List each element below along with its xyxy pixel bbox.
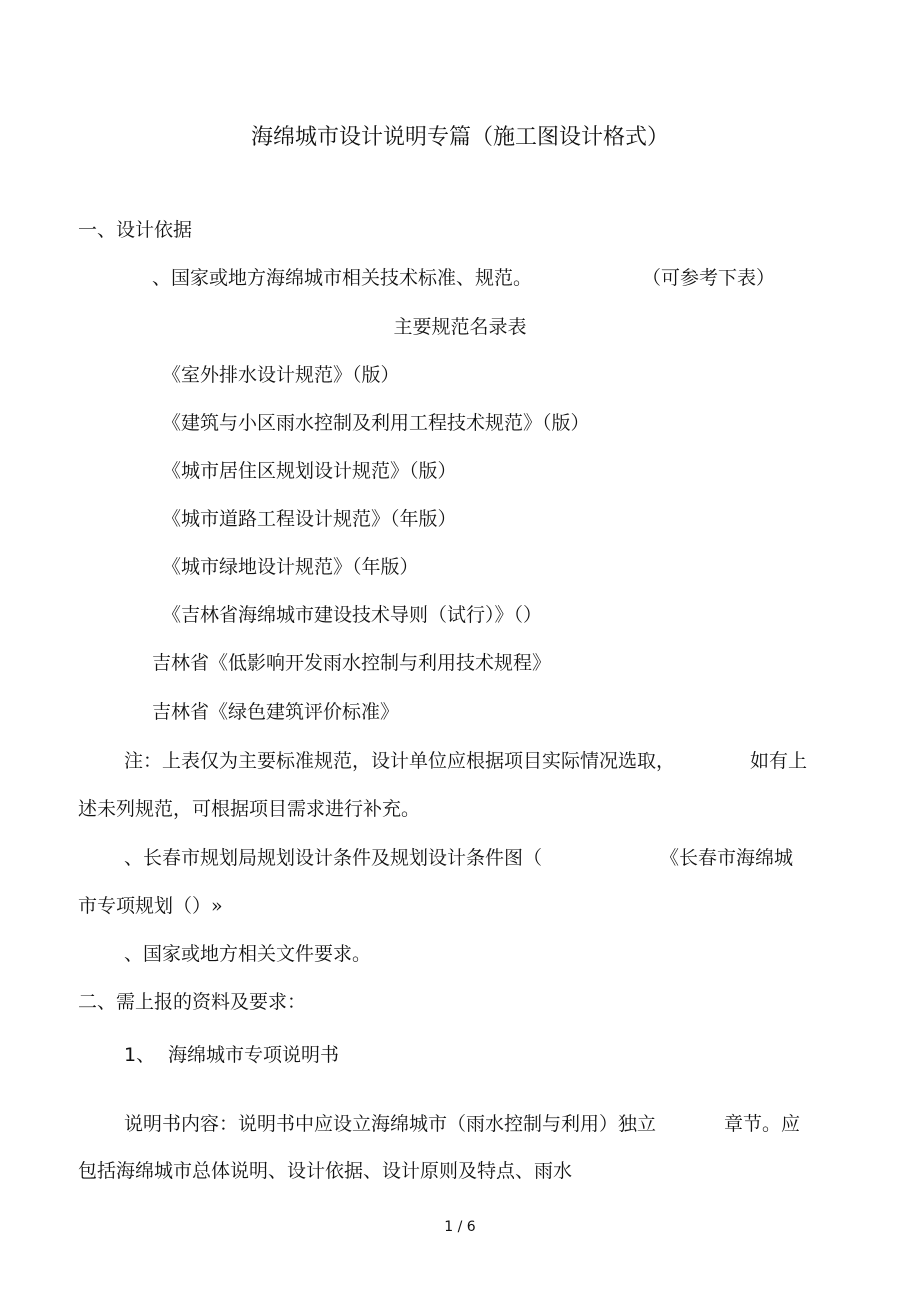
basis-item-2: 、长春市规划局规划设计条件及规划设计条件图（ [124, 847, 543, 869]
section-1-heading: 一、设计依据 [78, 219, 193, 241]
report-item-1-label: 海绵城市专项说明书 [168, 1044, 340, 1066]
remark-line-1-tail: 如有上 [750, 750, 808, 772]
basis-item-1: 、国家或地方海绵城市相关技术标准、规范。 [152, 267, 533, 289]
basis-item-3: 、国家或地方相关文件要求。 [124, 943, 372, 965]
document-title: 海绵城市设计说明专篇（施工图设计格式） [250, 125, 669, 150]
standard-item: 《建筑与小区雨水控制及利用工程技术规范》（版） [162, 412, 590, 434]
content-line-2: 包括海绵城市总体说明、设计依据、设计原则及特点、雨水 [78, 1160, 573, 1182]
basis-item-1-note: （可参考下表） [642, 267, 776, 289]
content-line-1: 说明书内容：说明书中应设立海绵城市（雨水控制与利用）独立 [124, 1113, 657, 1135]
remark-line-2: 述未列规范，可根据项目需求进行补充。 [78, 798, 421, 820]
standard-item: 吉林省《低影响开发雨水控制与利用技术规程》 [152, 652, 552, 674]
standard-item: 《室外排水设计规范》（版） [162, 364, 400, 386]
standards-table-title: 主要规范名录表 [393, 316, 527, 338]
content-line-1-tail: 章节。应 [724, 1113, 801, 1135]
standard-item: 《城市居住区规划设计规范》（版） [162, 460, 457, 482]
basis-item-2-tail: 《长春市海绵城 [660, 847, 794, 869]
basis-item-2-continued: 市专项规划（）» [78, 895, 223, 917]
report-item-1-number: 1、 [124, 1044, 156, 1066]
standard-item: 《吉林省海绵城市建设技术导则（试行）》（） [162, 604, 543, 626]
standard-item: 《城市绿地设计规范》（年版） [162, 556, 419, 578]
section-2-heading: 二、需上报的资料及要求： [78, 991, 307, 1013]
page-number: 1 / 6 [444, 1219, 476, 1235]
standard-item: 《城市道路工程设计规范》（年版） [162, 508, 457, 530]
standard-item: 吉林省《绿色建筑评价标准》 [152, 701, 400, 723]
remark-line-1: 注：上表仅为主要标准规范，设计单位应根据项目实际情况选取， [124, 750, 676, 772]
